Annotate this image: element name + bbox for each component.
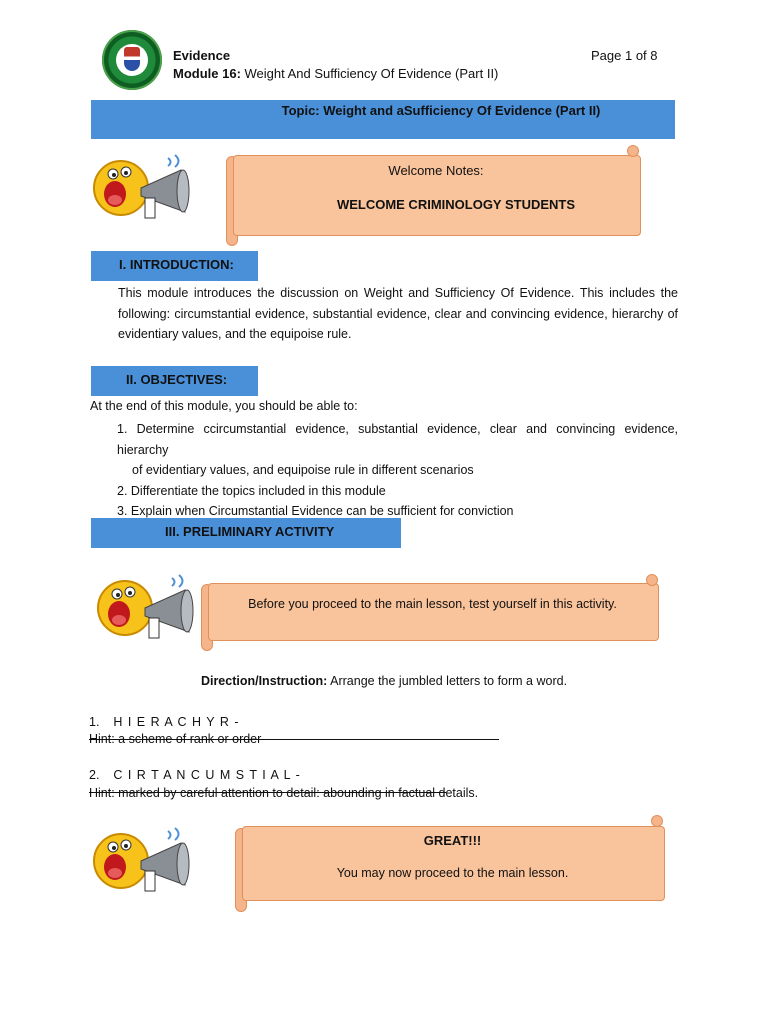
school-seal-logo: [102, 30, 162, 90]
direction-instruction: Direction/Instruction: Arrange the jumbled letters to form a word.: [200, 674, 568, 688]
page-number: Page 1 of 8: [591, 48, 658, 63]
closing-message: You may now proceed to the main lesson.: [336, 866, 569, 880]
preliminary-note: Before you proceed to the main lesson, test yourself in this activity.: [248, 597, 617, 611]
intro-line: evidentiary values, and the equipoise rule.: [118, 327, 352, 341]
objective-item: 1. Determine ccircumstantial evidence, substantial evidence, clear and convincing evidence, hierarchy: [117, 422, 678, 457]
activity-hint-2: Hint: marked by careful attention to detail: abounding in factual details.: [89, 786, 479, 800]
activity-hint-1: Hint: a scheme of rank or order: [89, 732, 262, 746]
preliminary-heading: III. PRELIMINARY ACTIVITY: [91, 518, 401, 548]
objective-item: 3. Explain when Circumstantial Evidence can be sufficient for conviction: [117, 504, 514, 518]
objective-item: of evidentiary values, and equipoise rule in different scenarios: [132, 463, 474, 477]
activity-item-2: 2. C I R T A N C U M S T I A L -: [89, 768, 649, 796]
module-subtitle: Module 16: Weight And Sufficiency Of Evidence (Part II): [173, 66, 499, 81]
introduction-paragraph: [118, 283, 678, 345]
megaphone-mascot-icon: [93, 823, 198, 903]
preliminary-note-banner: [208, 583, 659, 641]
megaphone-mascot-icon: [93, 150, 198, 230]
topic-title: Topic: Weight and aSufficiency Of Evidence (Part II): [281, 103, 601, 118]
activity-item-1: 1. H I E R A C H Y R -: [89, 715, 649, 743]
megaphone-mascot-icon: [97, 570, 202, 650]
scroll-curl: [651, 815, 663, 827]
objective-item: 2. Differentiate the topics included in this module: [117, 483, 386, 498]
objectives-lead: At the end of this module, you should be able to:: [90, 399, 358, 413]
welcome-label: Welcome Notes:: [388, 163, 484, 178]
introduction-heading: I. INTRODUCTION:: [91, 251, 258, 281]
objectives-list: [117, 419, 678, 522]
intro-line: This module introduces the discussion on Weight and Sufficiency Of Evidence. This includes the: [118, 286, 678, 300]
objectives-heading: II. OBJECTIVES:: [91, 366, 258, 396]
closing-title: GREAT!!!: [423, 833, 482, 848]
document-title: Evidence: [173, 48, 231, 63]
scroll-curl: [646, 574, 658, 586]
scroll-curl: [627, 145, 639, 157]
intro-line: following: circumstantial evidence, substantial evidence, clear and convincing evidence, hierarchy of: [118, 306, 678, 321]
welcome-message: WELCOME CRIMINOLOGY STUDENTS: [336, 197, 576, 212]
